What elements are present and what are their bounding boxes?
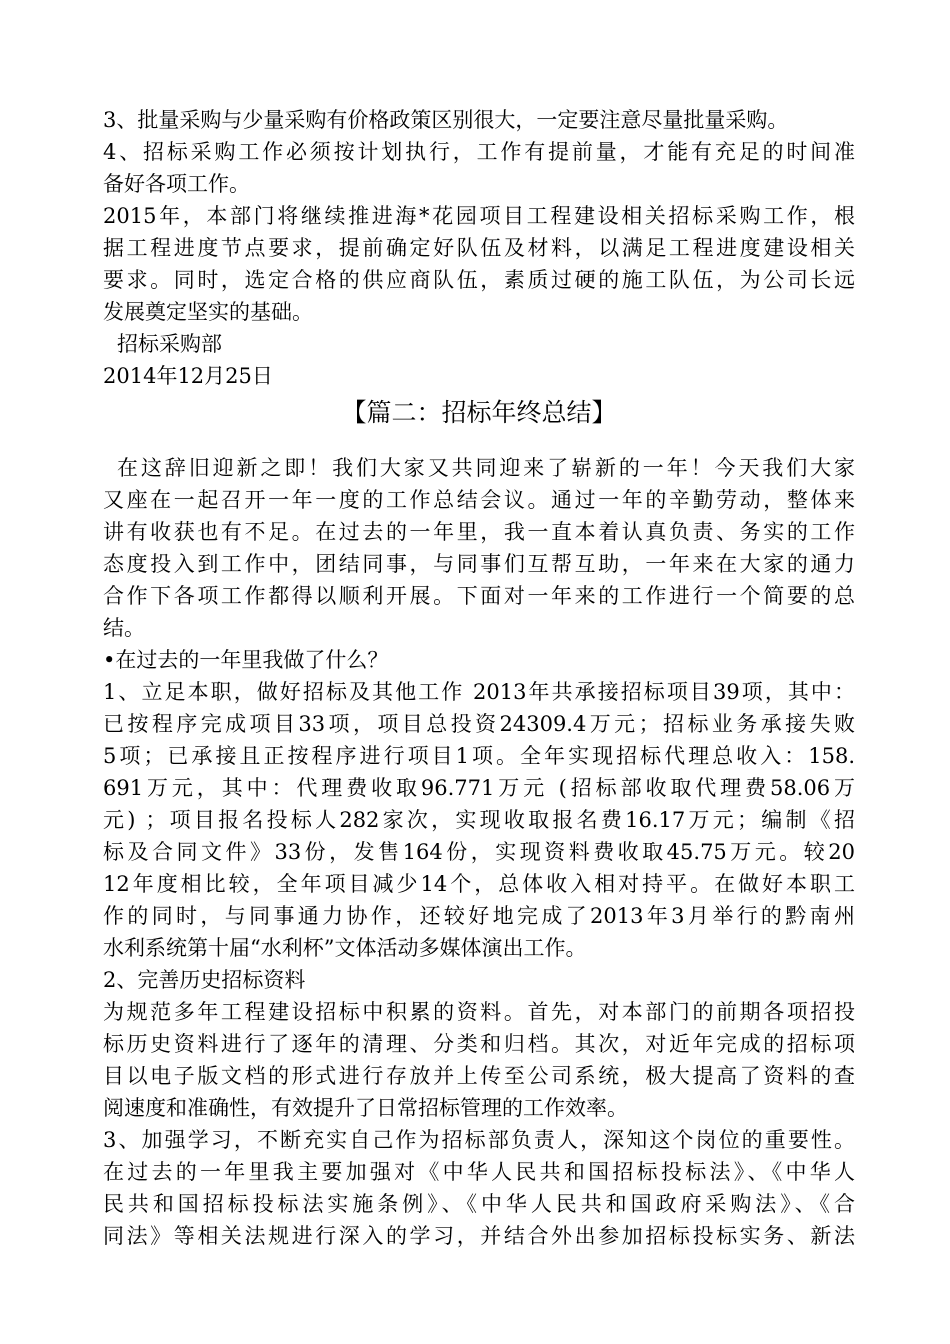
item1-line: 12年度相比较，全年项目减少14个，总体收入相对持平。在做好本职工: [103, 872, 855, 896]
text-line: 3、批量采购与少量采购有价格政策区别很大，一定要注意尽量批量采购。: [103, 108, 789, 132]
item1-line: 1、立足本职，做好招标及其他工作 2013年共承接招标项目39项，其中：: [103, 680, 855, 704]
bullet-heading: •在过去的一年里我做了什么？: [103, 648, 389, 672]
text-line: 据工程进度节点要求，提前确定好队伍及材料，以满足工程进度建设相关: [103, 236, 855, 260]
item1-line: 691万元，其中：代理费收取96.771万元 (招标部收取代理费58.06万: [103, 776, 855, 800]
item1-line: 作的同时，与同事通力协作，还较好地完成了2013年3月举行的黔南州: [103, 904, 855, 928]
section-title: 【篇二：招标年终总结】: [341, 398, 617, 427]
item1-line: 元) ；项目报名投标人282家次，实现收取报名费16.17万元；编制《招: [103, 808, 855, 832]
document-page: [103, 104, 855, 1252]
item3-line: 同法》等相关法规进行深入的学习，并结合外出参加招标投标实务、新法: [103, 1224, 855, 1248]
text-line: 备好各项工作。: [103, 172, 250, 196]
text-line: 4、招标采购工作必须按计划执行，工作有提前量，才能有充足的时间准: [103, 140, 855, 164]
spacer: [103, 440, 855, 452]
text-line: 要求。同时，选定合格的供应商队伍，素质过硬的施工队伍，为公司长远: [103, 268, 855, 292]
item2-line: 目以电子版文档的形式进行存放并上传至公司系统，极大提高了资料的查: [103, 1064, 855, 1088]
intro-line: 讲有收获也有不足。在过去的一年里，我一直本着认真负责、务实的工作: [103, 520, 855, 544]
item1-line: 标及合同文件》33份，发售164份，实现资料费收取45.75万元。较20: [103, 840, 855, 864]
item1-line: 水利系统第十届“水利杯”文体活动多媒体演出工作。: [103, 936, 587, 960]
item2-heading: 2、完善历史招标资料: [103, 968, 306, 992]
item2-line: 阅速度和准确性，有效提升了日常招标管理的工作效率。: [103, 1096, 628, 1120]
intro-line: 态度投入到工作中，团结同事，与同事们互帮互助，一年来在大家的通力: [103, 552, 855, 576]
text-line: 2015年，本部门将继续推进海*花园项目工程建设相关招标采购工作，根: [103, 204, 855, 228]
item3-line: 民共和国招标投标法实施条例》、《中华人民共和国政府采购法》、《合: [103, 1192, 855, 1216]
intro-line: 又座在一起召开一年一度的工作总结会议。通过一年的辛勤劳动，整体来: [103, 488, 855, 512]
intro-line: 结。: [103, 616, 145, 640]
intro-line: 合作下各项工作都得以顺利开展。下面对一年来的工作进行一个简要的总: [103, 584, 855, 608]
signature-date: 2014年12月25日: [103, 364, 273, 388]
text-line: 发展奠定坚实的基础。: [103, 300, 313, 324]
item1-line: 5项；已承接且正按程序进行项目1项。全年实现招标代理总收入：158.: [103, 744, 855, 768]
item2-line: 标历史资料进行了逐年的清理、分类和归档。其次，对近年完成的招标项: [103, 1032, 855, 1056]
item2-line: 为规范多年工程建设招标中积累的资料。首先，对本部门的前期各项招投: [103, 1000, 855, 1024]
item1-line: 已按程序完成项目33项，项目总投资24309.4万元；招标业务承接失败: [103, 712, 855, 736]
signature-department: 招标采购部: [117, 332, 222, 356]
intro-line: 在这辞旧迎新之即！我们大家又共同迎来了崭新的一年！今天我们大家: [117, 456, 855, 480]
item3-line: 3、加强学习，不断充实自己作为招标部负责人，深知这个岗位的重要性。: [103, 1128, 855, 1152]
item3-line: 在过去的一年里我主要加强对《中华人民共和国招标投标法》、《中华人: [103, 1160, 855, 1184]
